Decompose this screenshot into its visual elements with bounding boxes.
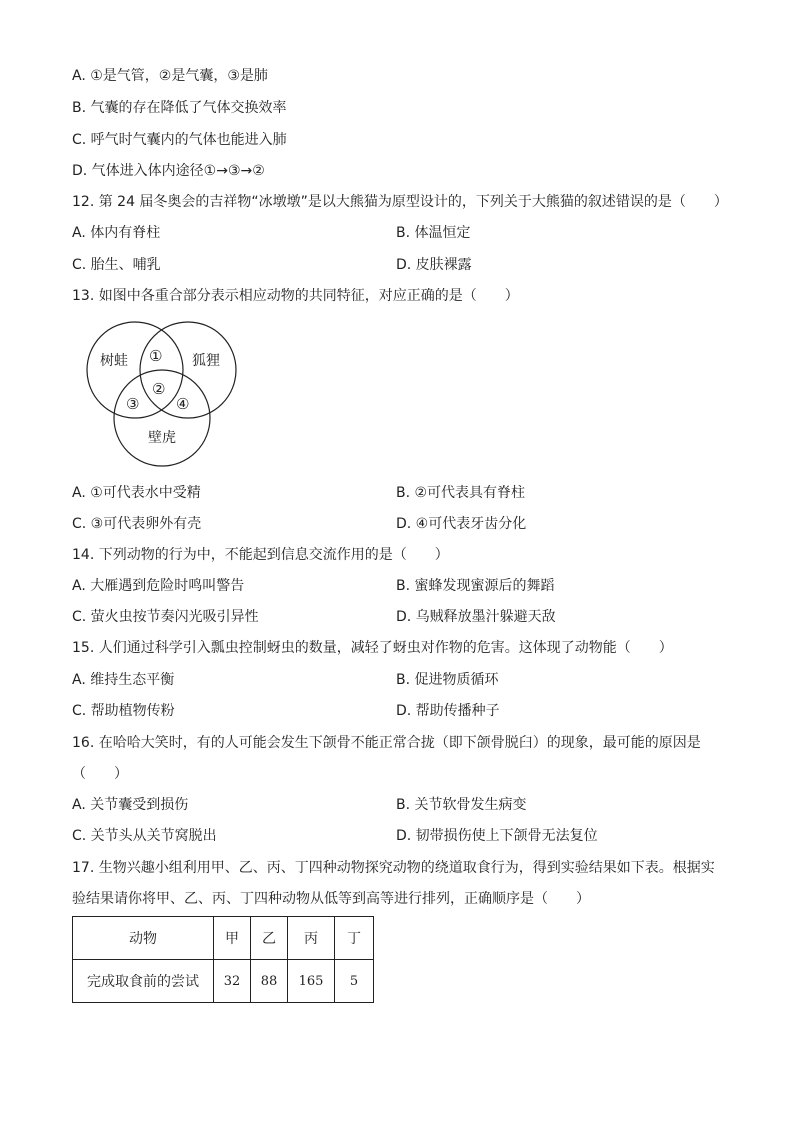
q13-option-c: C. ③可代表卵外有壳 bbox=[72, 516, 202, 532]
q13-option-d: D. ④可代表牙齿分化 bbox=[396, 516, 527, 532]
table-row-label: 完成取食前的尝试 bbox=[73, 960, 214, 1003]
q12-option-a: A. 体内有脊柱 bbox=[72, 225, 161, 241]
table-header-animal: 丙 bbox=[288, 917, 335, 960]
q16-stem-line1: 16. 在哈哈大笑时，有的人可能会发生下颌骨不能正常合拢（即下颌骨脱臼）的现象，最可能的原因是 bbox=[72, 735, 701, 751]
table-row bbox=[73, 917, 374, 960]
venn-region-4: ④ bbox=[176, 395, 190, 413]
q11-option-a: A. ①是气管，②是气囊，③是肺 bbox=[72, 68, 268, 84]
q16-option-b: B. 关节软骨发生病变 bbox=[396, 797, 527, 813]
q13-option-a: A. ①可代表水中受精 bbox=[72, 485, 201, 501]
q12-option-b: B. 体温恒定 bbox=[396, 225, 471, 241]
q17-stem-line2: 验结果请你将甲、乙、丙、丁四种动物从低等到高等进行排列，正确顺序是（ ） bbox=[72, 891, 590, 907]
q15-option-a: A. 维持生态平衡 bbox=[72, 672, 175, 688]
table-cell-value: 88 bbox=[251, 960, 288, 1003]
q14-option-a: A. 大雁遇到危险时鸣叫警告 bbox=[72, 578, 245, 594]
table-header-label: 动物 bbox=[73, 917, 214, 960]
q15-option-b: B. 促进物质循环 bbox=[396, 672, 499, 688]
q13-option-b: B. ②可代表具有脊柱 bbox=[396, 485, 526, 501]
venn-region-2: ② bbox=[152, 380, 166, 398]
q11-option-d: D. 气体进入体内途径①→③→② bbox=[72, 163, 265, 179]
q12-option-c: C. 胎生、哺乳 bbox=[72, 257, 161, 273]
venn-label-gecko: 壁虎 bbox=[148, 430, 176, 446]
table-header-animal: 丁 bbox=[335, 917, 374, 960]
q11-option-b: B. 气囊的存在降低了气体交换效率 bbox=[72, 100, 287, 116]
venn-label-fox: 狐狸 bbox=[192, 353, 220, 369]
experiment-results-table bbox=[72, 916, 374, 1003]
table-header-animal: 甲 bbox=[214, 917, 251, 960]
q14-option-c: C. 萤火虫按节奏闪光吸引异性 bbox=[72, 609, 259, 625]
venn-diagram bbox=[80, 318, 250, 476]
table-header-animal: 乙 bbox=[251, 917, 288, 960]
q13-stem: 13. 如图中各重合部分表示相应动物的共同特征，对应正确的是（ ） bbox=[72, 288, 519, 304]
q16-option-a: A. 关节囊受到损伤 bbox=[72, 797, 189, 813]
q11-option-c: C. 呼气时气囊内的气体也能进入肺 bbox=[72, 132, 287, 148]
q15-option-d: D. 帮助传播种子 bbox=[396, 703, 500, 719]
q15-option-c: C. 帮助植物传粉 bbox=[72, 703, 175, 719]
q14-option-d: D. 乌贼释放墨汁躲避天敌 bbox=[396, 609, 556, 625]
q15-stem: 15. 人们通过科学引入瓢虫控制蚜虫的数量，减轻了蚜虫对作物的危害。这体现了动物能（ ） bbox=[72, 640, 673, 656]
table-cell-value: 5 bbox=[335, 960, 374, 1003]
venn-label-tree-frog: 树蛙 bbox=[100, 353, 128, 369]
q14-stem: 14. 下列动物的行为中，不能起到信息交流作用的是（ ） bbox=[72, 547, 449, 563]
q16-stem-line2: （ ） bbox=[72, 766, 128, 782]
table-row bbox=[73, 960, 374, 1003]
q16-option-c: C. 关节头从关节窝脱出 bbox=[72, 828, 217, 844]
venn-region-1: ① bbox=[149, 347, 163, 365]
q12-option-d: D. 皮肤裸露 bbox=[396, 257, 472, 273]
table-cell-value: 165 bbox=[288, 960, 335, 1003]
table-cell-value: 32 bbox=[214, 960, 251, 1003]
q14-option-b: B. 蜜蜂发现蜜源后的舞蹈 bbox=[396, 578, 555, 594]
q12-stem: 12. 第 24 届冬奥会的吉祥物“冰墩墩”是以大熊猫为原型设计的，下列关于大熊猫的叙述错误的是（ ） bbox=[72, 194, 728, 210]
q16-option-d: D. 韧带损伤使上下颌骨无法复位 bbox=[396, 828, 598, 844]
venn-region-3: ③ bbox=[126, 395, 140, 413]
q17-stem-line1: 17. 生物兴趣小组利用甲、乙、丙、丁四种动物探究动物的绕道取食行为，得到实验结果如下表。根据实 bbox=[72, 860, 715, 876]
